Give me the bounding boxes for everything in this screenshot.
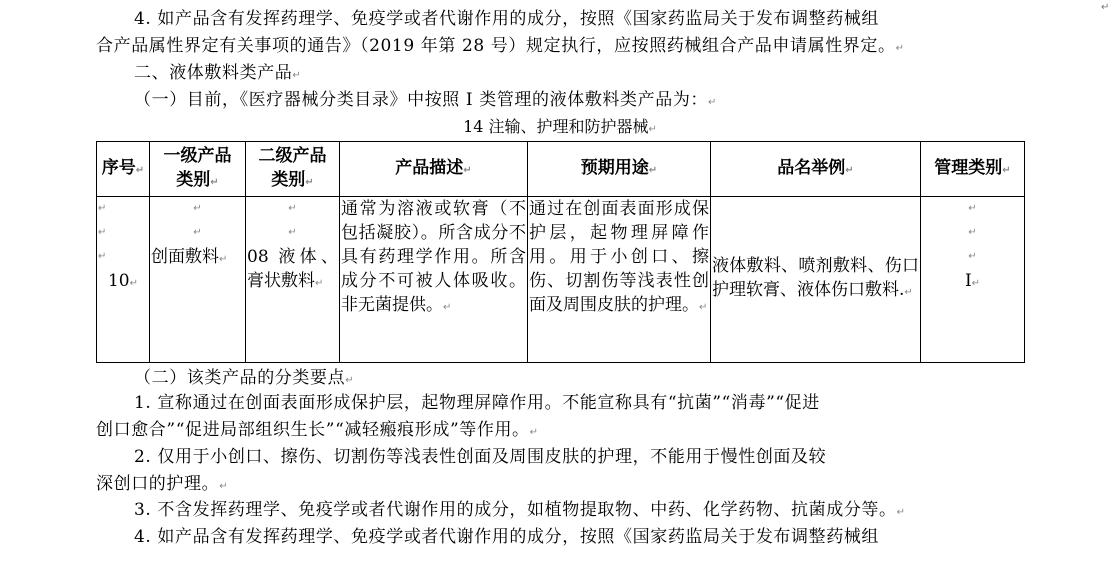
paragraph-line: 4. 如产品含有发挥药理学、免疫学或者代谢作用的成分，按照《国家药监局关于发布调整药械组: [134, 9, 880, 29]
header-examples: 品名举例↵: [711, 142, 921, 197]
paragraph-4-top: [96, 6, 1024, 62]
cell-class: ↵ ↵ ↵ I↵: [921, 197, 1025, 363]
classification-table: [96, 141, 1025, 363]
cell-seq: ↵ ↵ ↵ 10↵: [97, 197, 150, 363]
header-seq: 序号↵: [97, 142, 150, 197]
cell-description: 通常为溶液或软膏（不包括凝胶）。所含成分不具有药理学作用。所含成分不可被人体吸收。非无菌提供。↵: [340, 197, 528, 363]
paragraph-current-catalog: （一）目前，《医疗器械分类目录》中按照 I 类管理的液体敷料类产品为：↵: [134, 90, 718, 110]
paragraph-line: 合产品属性界定有关事项的通告》（2019 年第 28 号）规定执行，应按照药械组合产品申请属性界定。↵: [96, 36, 905, 56]
cell-intended-use: 通过在创面表面形成保护层，起物理屏障作用。用于小创口、擦伤、切割伤等浅表性创面及周围皮肤的护理。↵: [528, 197, 711, 363]
table-row: [97, 197, 1025, 363]
section-heading-liquid-dressing: 二、液体敷料类产品↵: [134, 63, 302, 83]
point-2: 2. 仅用于小创口、擦伤、切割伤等浅表性创面及周围皮肤的护理，不能用于慢性创面及较 深创口的护理。↵: [96, 447, 827, 494]
table-header-row: [97, 142, 1025, 197]
header-description: 产品描述↵: [340, 142, 528, 197]
header-level2: 二级产品 类别↵: [246, 142, 340, 197]
table-caption: 14 注输、护理和防护器械↵: [463, 117, 657, 136]
header-class: 管理类别↵: [921, 142, 1025, 197]
point-3: 3. 不含发挥药理学、免疫学或者代谢作用的成分，如植物提取物、中药、化学药物、抗菌成分等。↵: [134, 500, 906, 520]
cell-level1: ↵ ↵ 创面敷料↵: [150, 197, 246, 363]
point-4: 4. 如产品含有发挥药理学、免疫学或者代谢作用的成分，按照《国家药监局关于发布调整药械组: [134, 527, 880, 547]
header-level1: 一级产品 类别↵: [150, 142, 246, 197]
point-1: 1. 宣称通过在创面表面形成保护层，起物理屏障作用。不能宣称具有“抗菌”“消毒”“促进 创口愈合”“促进局部组织生长”“减轻瘢痕形成”等作用。↵: [96, 393, 820, 440]
page-corner-mark: ↵: [1101, 2, 1110, 13]
section-heading-classification-points: （二）该类产品的分类要点↵: [134, 368, 355, 388]
cell-examples: 液体敷料、喷剂敷料、伤口护理软膏、液体伤口敷料.↵: [711, 197, 921, 363]
header-intended-use: 预期用途↵: [528, 142, 711, 197]
cell-level2: ↵ ↵ 08 液体、膏状敷料↵: [246, 197, 340, 363]
